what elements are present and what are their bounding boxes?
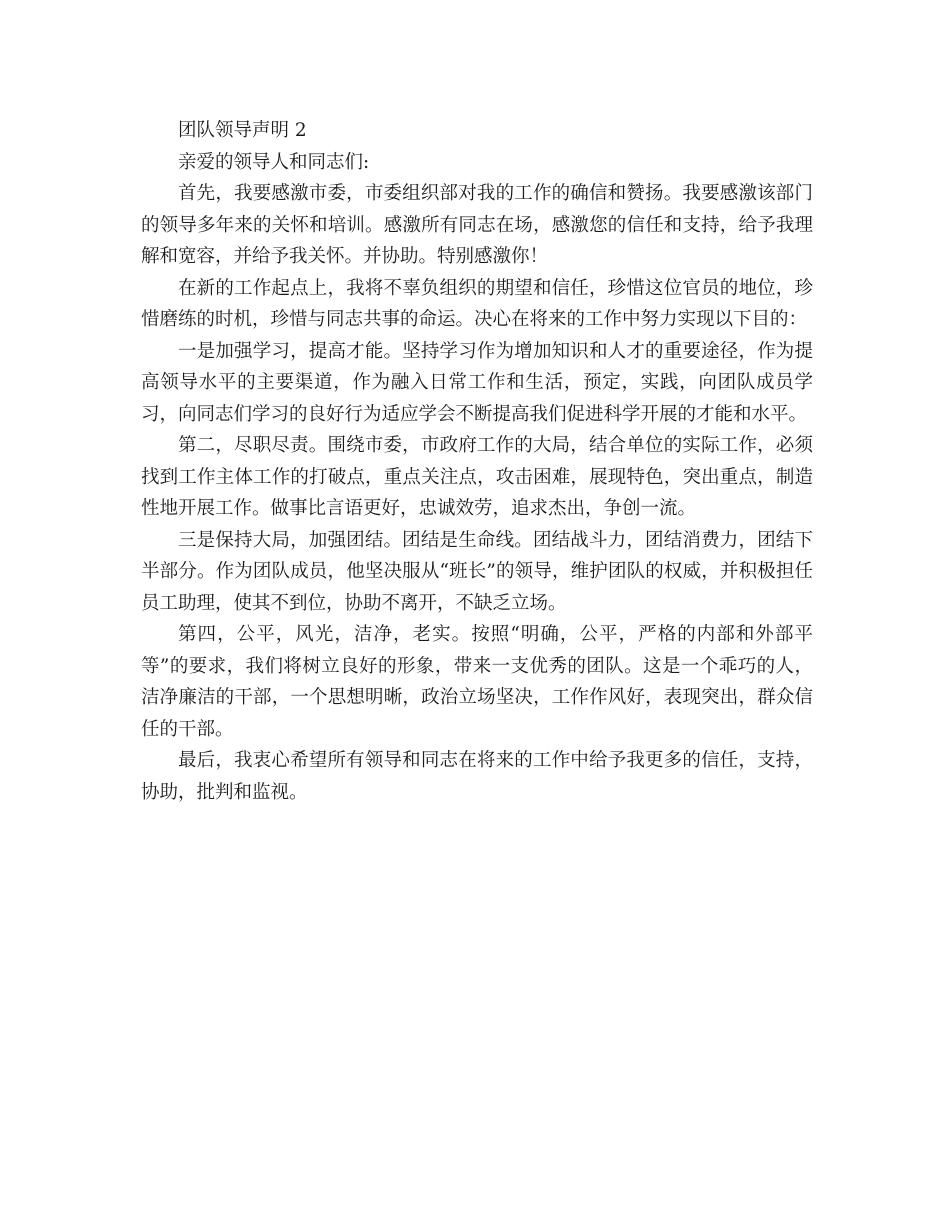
paragraph-closing: 最后，我衷心希望所有领导和同志在将来的工作中给予我更多的信任，支持，协助，批判和监视。 (141, 750, 813, 803)
paragraph-duty: 第二，尽职尽责。围绕市委，市政府工作的大局，结合单位的实际工作，必须找到工作主体工作的打破点，重点关注点，攻击困难，展现特色，突出重点，制造性地开展工作。做事比言语更好，忠诚效劳，追求杰出，争创一流。 (141, 435, 813, 519)
salutation: 亲爱的领导人和同志们: (178, 151, 370, 173)
document-title: 团队领导声明 2 (178, 120, 307, 141)
paragraph-unity: 三是保持大局，加强团结。团结是生命线。团结战斗力，团结消费力，团结下半部分。作为团队成员，他坚决服从“班长”的领导，维护团队的权威，并积极担任员工助理，使其不到位，协助不离开，不缺乏立场。 (141, 529, 813, 614)
paragraph-gratitude: 首先，我要感激市委，市委组织部对我的工作的确信和赞扬。我要感激该部门的领导多年来的关怀和培训。感激所有同志在场，感激您的信任和支持，给予我理解和宽容，并给予我关怀。并协助。特别感激你！ (141, 183, 813, 267)
document-body (141, 115, 813, 808)
paragraph-new-start: 在新的工作起点上，我将不辜负组织的期望和信任，珍惜这位官员的地位，珍惜磨练的时机，珍惜与同志共事的命运。决心在将来的工作中努力实现以下目的： (141, 277, 813, 330)
paragraph-study: 一是加强学习，提高才能。坚持学习作为增加知识和人才的重要途径，作为提高领导水平的主要渠道，作为融入日常工作和生活，预定，实践，向团队成员学习，向同志们学习的良好行为适应学会不断提高我们促进科学开展的才能和水平。 (141, 340, 813, 425)
paragraph-integrity: 第四，公平，风光，洁净，老实。按照“明确，公平，严格的内部和外部平等”的要求，我们将树立良好的形象，带来一支优秀的团队。这是一个乖巧的人，洁净廉洁的干部，一个思想明晰，政治立场坚决，工作作风好，表现突出，群众信任的干部。 (141, 624, 813, 740)
